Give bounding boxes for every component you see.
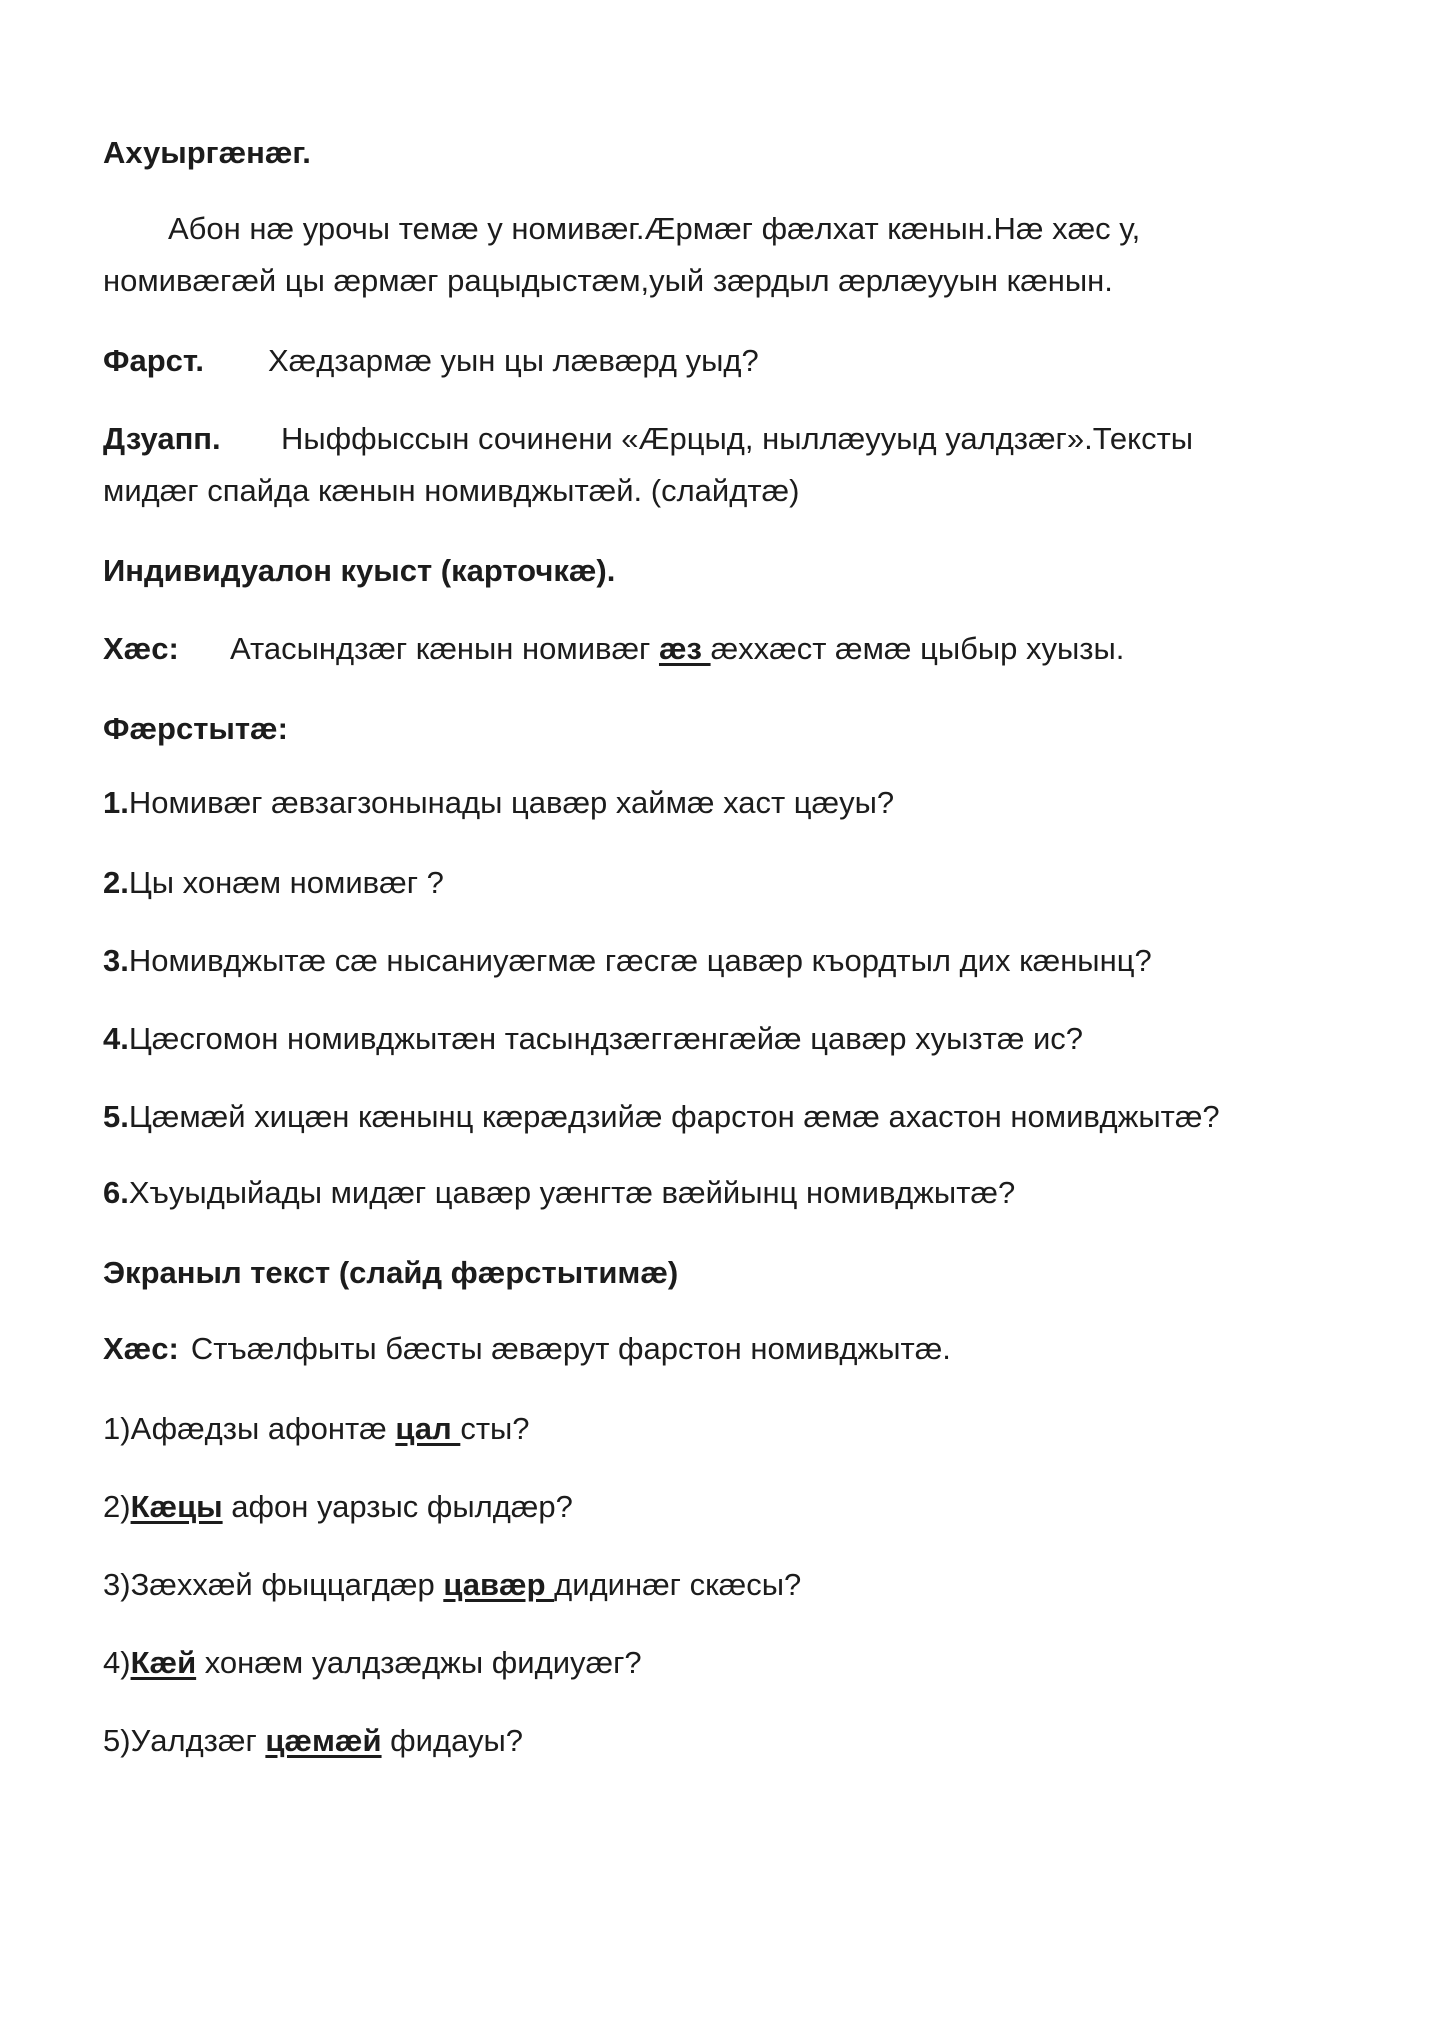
questions-heading: Фæрстытæ: <box>103 711 288 746</box>
task-2 <box>103 1330 951 1368</box>
question-text: Цы хонæм номивæг ? <box>128 865 444 900</box>
exercise-item-1 <box>103 1410 530 1448</box>
item-underlined: цавæр <box>443 1567 555 1602</box>
item-text-after: фидауы? <box>381 1723 523 1758</box>
exercise-item-2 <box>103 1488 573 1526</box>
dzuapp-text: Ныффыссын сочинени «Æрцыд, ныллæууыд уалдзæг».Тексты <box>281 421 1194 456</box>
question-4 <box>103 1020 1083 1058</box>
question-2 <box>103 864 444 902</box>
item-underlined: цæмæй <box>265 1723 382 1758</box>
farst-text: Хæдзармæ уын цы лæвæрд уыд? <box>268 343 759 378</box>
question-1 <box>103 784 894 822</box>
question-text: Хъуыдыйады мидæг цавæр уæнгтæ вæййынц номивджытæ? <box>128 1175 1016 1210</box>
item-text-after: афон уарзыс фылдæр? <box>222 1489 573 1524</box>
item-text-before: 3)Зæххæй фыццагдæр <box>103 1567 444 1602</box>
exercise-item-3 <box>103 1566 801 1604</box>
farst-line <box>103 342 759 380</box>
intro-line-1: Абон нæ урочы темæ у номивæг.Æрмæг фæлхат кæнын.Нæ хæс у, <box>168 211 1141 246</box>
item-text-before: 1)Афæдзы афонтæ <box>103 1411 396 1446</box>
exercise-item-5 <box>103 1722 523 1760</box>
question-number: 6. <box>103 1175 129 1210</box>
task-1-label: Хæс: <box>103 631 179 666</box>
farst-label: Фарст. <box>103 343 204 378</box>
question-number: 1. <box>103 785 129 820</box>
question-3 <box>103 942 1152 980</box>
intro-line-2: номивæгæй цы æрмæг рацыдыстæм,уый зæрдыл æрлæууын кæнын. <box>103 263 1113 298</box>
task-1-text-after: æххæст æмæ цыбыр хуызы. <box>710 631 1125 666</box>
item-text-before: 4) <box>103 1645 131 1680</box>
item-text-after: хонæм уалдзæджы фидиуæг? <box>196 1645 642 1680</box>
task-1 <box>103 630 1124 668</box>
question-6 <box>103 1174 1015 1212</box>
dzuapp-label: Дзуапп. <box>103 421 221 456</box>
screen-text-heading: Экраныл текст (слайд фæрстытимæ) <box>103 1255 679 1290</box>
question-number: 5. <box>103 1099 129 1134</box>
document-title: Ахуыргæнæг. <box>103 135 311 170</box>
dzuapp-line-2: мидæг спайда кæнын номивджытæй. (слайдтæ) <box>103 473 800 508</box>
question-text: Номивджытæ сæ нысаниуæгмæ гæсгæ цавæр къордтыл дих кæнынц? <box>128 943 1152 978</box>
task-2-label: Хæс: <box>103 1331 179 1366</box>
task-1-text-before: Атасындзæг кæнын номивæг <box>230 631 659 666</box>
exercise-item-4 <box>103 1644 642 1682</box>
item-underlined: Кæй <box>130 1645 197 1680</box>
question-number: 4. <box>103 1021 129 1056</box>
task-1-underlined: æз <box>658 631 711 666</box>
item-underlined: цал <box>395 1411 461 1446</box>
question-text: Цæсгомон номивджытæн тасындзæггæнгæйæ цавæр хуызтæ ис? <box>128 1021 1084 1056</box>
item-text-before: 2) <box>103 1489 131 1524</box>
dzuapp-line-1 <box>103 420 1193 458</box>
item-text-after: дидинæг скæсы? <box>554 1567 802 1602</box>
question-5 <box>103 1098 1220 1136</box>
individual-work-heading: Индивидуалон куыст (карточкæ). <box>103 553 616 588</box>
item-text-after: сты? <box>460 1411 530 1446</box>
question-text: Номивæг æвзагзонынады цавæр хаймæ хаст цæуы? <box>128 785 895 820</box>
item-underlined: Кæцы <box>130 1489 223 1524</box>
task-2-text: Стъæлфыты бæсты æвæрут фарстон номивджытæ. <box>190 1331 951 1366</box>
item-text-before: 5)Уалдзæг <box>103 1723 266 1758</box>
question-number: 3. <box>103 943 129 978</box>
question-number: 2. <box>103 865 129 900</box>
question-text: Цæмæй хицæн кæнынц кæрæдзийæ фарстон æмæ ахастон номивджытæ? <box>128 1099 1220 1134</box>
